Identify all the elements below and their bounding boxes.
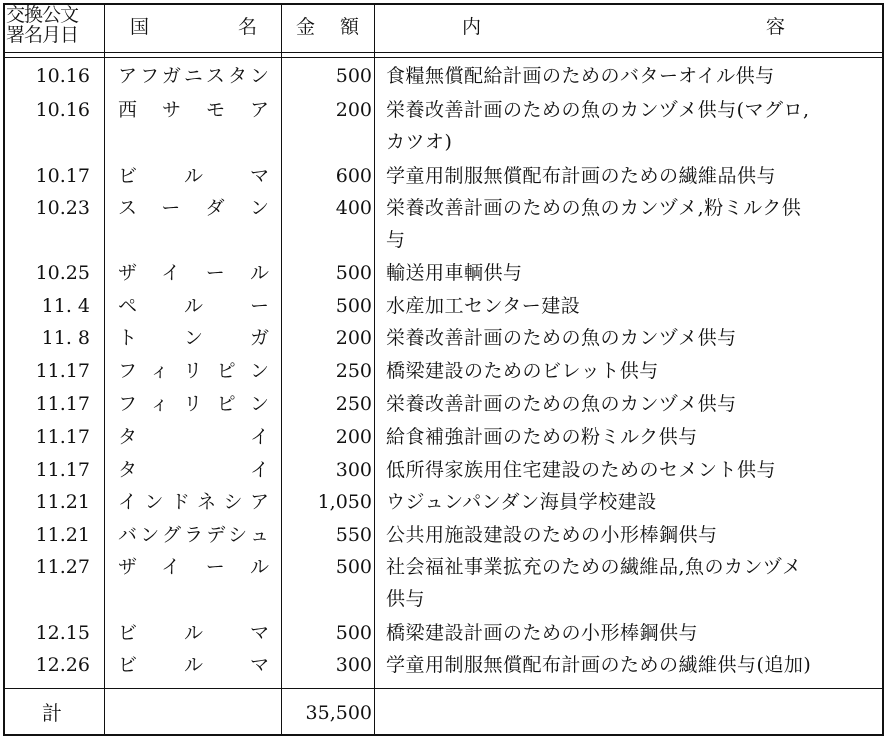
row-amount: 500 [335, 65, 372, 87]
row-country: ペルー [118, 295, 270, 317]
row-country: タイ [118, 426, 270, 448]
row-content: 低所得家族用住宅建設のためのセメント供与 [386, 459, 777, 481]
table-row [0, 551, 890, 583]
row-content: 栄養改善計画のための魚のカンヅメ供与 [386, 393, 737, 415]
table-row [0, 290, 890, 322]
table-row [0, 649, 890, 681]
table-row [0, 160, 890, 192]
row-content-continued: 与 [386, 229, 406, 251]
header-amount-1: 金 [296, 16, 316, 38]
row-country: ビルマ [118, 654, 270, 676]
row-date: 10.16 [35, 65, 90, 87]
row-country: スーダン [118, 197, 270, 219]
table-row [0, 388, 890, 420]
row-date: 10.17 [35, 165, 90, 187]
row-amount: 550 [335, 524, 372, 546]
row-date: 12.26 [35, 654, 90, 676]
row-content: 社会福祉事業拡充のための繊維品,魚のカンヅメ [386, 556, 802, 578]
row-content: 橋梁建設のためのビレット供与 [386, 360, 659, 382]
row-country: フィリピン [118, 393, 270, 415]
row-country: ザイール [118, 262, 270, 284]
total-rule [3, 688, 884, 689]
row-country: アフガニスタン [118, 65, 270, 87]
row-content-continued: カツオ) [386, 131, 453, 153]
row-date: 11.17 [35, 393, 90, 415]
row-date: 11.27 [35, 556, 90, 578]
row-content: ウジュンパンダン海員学校建設 [386, 491, 657, 513]
row-content: 橋梁建設計画のための小形棒鋼供与 [386, 622, 699, 644]
header-country-1: 国 [130, 16, 150, 38]
table-row [0, 355, 890, 387]
row-amount: 200 [335, 327, 372, 349]
row-content: 水産加工センター建設 [386, 295, 581, 317]
row-amount: 200 [335, 426, 372, 448]
row-amount: 500 [335, 622, 372, 644]
row-content: 栄養改善計画のための魚のカンヅメ,粉ミルク供 [386, 197, 802, 219]
row-content: 学童用制服無償配布計画のための繊維供与(追加) [386, 654, 812, 676]
row-amount: 300 [335, 459, 372, 481]
row-date: 11.17 [35, 459, 90, 481]
row-country: タイ [118, 459, 270, 481]
header-country-2: 名 [238, 16, 258, 38]
row-amount: 600 [335, 165, 372, 187]
row-country: バングラデシュ [118, 524, 270, 546]
row-date: 11.17 [35, 360, 90, 382]
table-row [0, 486, 890, 518]
header-rule [3, 52, 884, 53]
row-amount: 400 [335, 197, 372, 219]
row-country: トンガ [118, 327, 270, 349]
total-amount: 35,500 [305, 702, 372, 724]
row-amount: 500 [335, 295, 372, 317]
row-content: 給食補強計画のための粉ミルク供与 [386, 426, 698, 448]
row-date: 10.25 [35, 262, 90, 284]
header-rule-double [3, 57, 884, 58]
table-row [0, 322, 890, 354]
row-amount: 200 [335, 99, 372, 121]
row-date: 11.21 [35, 524, 90, 546]
row-content: 輸送用車輌供与 [386, 262, 523, 284]
table-row [0, 617, 890, 649]
header-date-line2: 署名月日 [6, 24, 79, 46]
total-label: 計 [42, 701, 62, 725]
row-amount: 1,050 [317, 491, 372, 513]
row-country: ビルマ [118, 165, 270, 187]
row-amount: 500 [335, 262, 372, 284]
table-row [0, 454, 890, 486]
header-content-1: 内 [462, 16, 482, 38]
row-date: 12.15 [35, 622, 90, 644]
header-date-line1: 交換公文 [6, 4, 79, 26]
row-date: 10.16 [35, 99, 90, 121]
header-content-2: 容 [766, 16, 786, 38]
row-date: 11.21 [35, 491, 90, 513]
row-amount: 500 [335, 556, 372, 578]
row-country: ザイール [118, 556, 270, 578]
row-country: 西サモア [118, 99, 270, 121]
row-date: 10.23 [35, 197, 90, 219]
table-row [0, 421, 890, 453]
row-date: 11.17 [35, 426, 90, 448]
row-country: ビルマ [118, 622, 270, 644]
row-content: 公共用施設建設のための小形棒鋼供与 [386, 524, 718, 546]
table-row [0, 257, 890, 289]
header-amount-2: 額 [340, 16, 360, 38]
table-row [0, 192, 890, 224]
row-amount: 300 [335, 654, 372, 676]
row-country: フィリピン [118, 360, 270, 382]
row-content: 食糧無償配給計画のためのバターオイル供与 [386, 65, 775, 87]
row-country: インドネシア [118, 491, 270, 513]
header-date [6, 5, 106, 45]
row-amount: 250 [335, 393, 372, 415]
table-row [0, 519, 890, 551]
row-content: 栄養改善計画のための魚のカンヅメ供与 [386, 327, 737, 349]
row-content-continued: 供与 [386, 588, 426, 610]
table-row [0, 60, 890, 92]
row-amount: 250 [335, 360, 372, 382]
row-content: 学童用制服無償配布計画のための繊維品供与 [386, 165, 777, 187]
table-row [0, 94, 890, 126]
row-date: 11. 4 [41, 295, 90, 317]
row-date: 11. 8 [41, 327, 90, 349]
row-content: 栄養改善計画のための魚のカンヅメ供与(マグロ, [386, 99, 810, 121]
